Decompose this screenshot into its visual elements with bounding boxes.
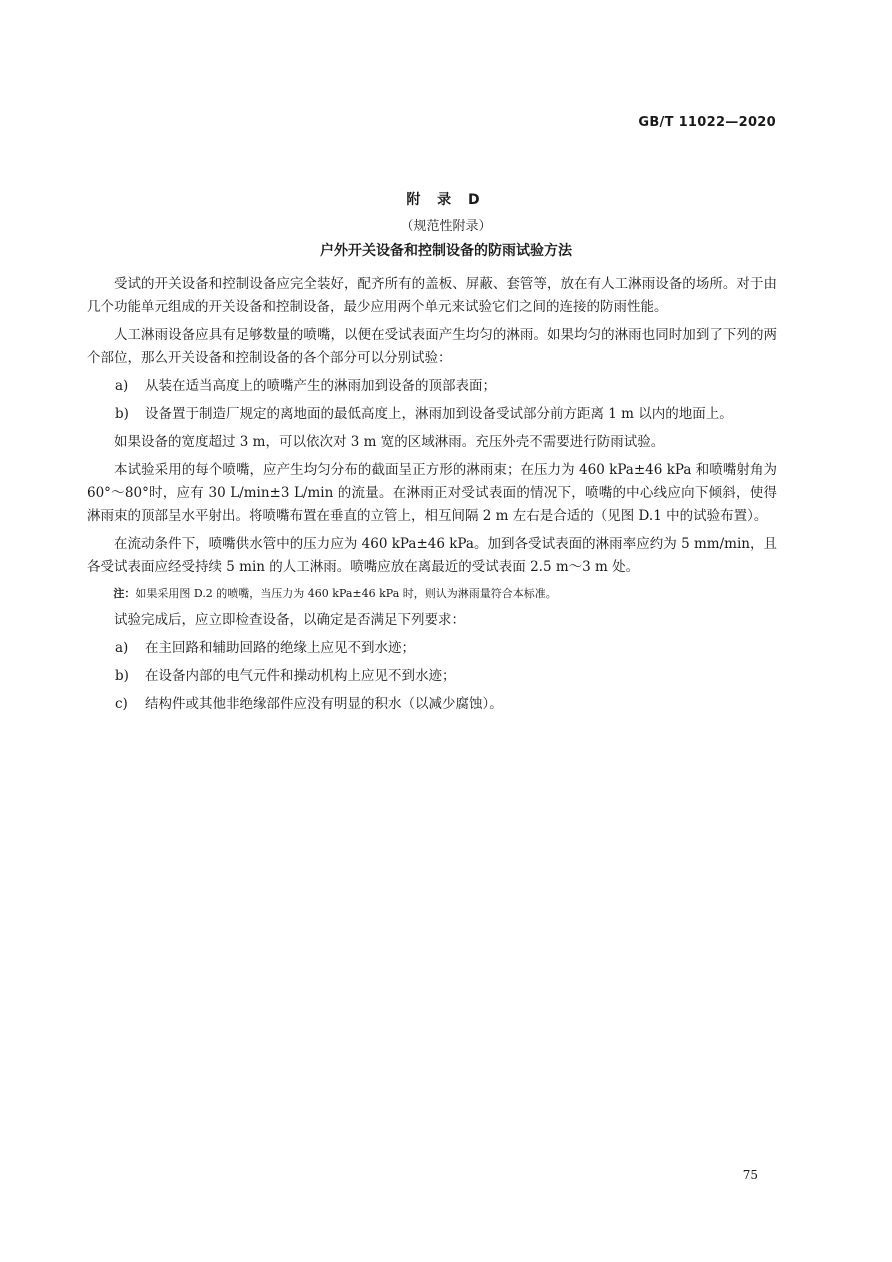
list-text: 从装在适当高度上的喷嘴产生的淋雨加到设备的顶部表面； — [145, 378, 496, 394]
list-item — [87, 637, 777, 660]
paragraph-4: 本试验采用的每个喷嘴，应产生均匀分布的截面呈正方形的淋雨束；在压力为 460 kPa±46 kPa 和喷嘴射角为 60°～80°时，应有 30 L/min±3 L/min 的流量。在淋雨正对受试表面的情况下，喷嘴的中心线应向下倾斜，使得淋雨束的顶部呈水平射出。将喷嘴布置在垂直的立管上，相互间隔 2 m 左右是合适的（见图 D.1 中的试验布置）。 — [87, 462, 777, 524]
document-body — [87, 273, 777, 721]
list-item — [87, 665, 777, 688]
paragraph-6: 试验完成后，应立即检查设备，以确定是否满足下列要求： — [114, 612, 465, 628]
list-text: 结构件或其他非绝缘部件应没有明显的积水（以减少腐蚀）。 — [145, 696, 503, 712]
paragraph-1: 受试的开关设备和控制设备应完全装好，配齐所有的盖板、屏蔽、套管等，放在有人工淋雨设备的场所。对于由几个功能单元组成的开关设备和控制设备，最少应用两个单元来试验它们之间的连接的防雨性能。 — [87, 276, 777, 315]
list-marker: c) — [115, 696, 128, 712]
paragraph-3: 如果设备的宽度超过 3 m，可以依次对 3 m 宽的区域淋雨。充压外壳不需要进行防雨试验。 — [114, 434, 665, 450]
appendix-label: 附 录 D — [406, 192, 486, 208]
list-text: 在主回路和辅助回路的绝缘上应见不到水迹； — [145, 640, 415, 656]
list-item — [87, 375, 777, 398]
standard-code: GB/T 11022—2020 — [638, 115, 776, 130]
list-marker: a) — [115, 640, 129, 656]
list-marker: a) — [115, 378, 129, 394]
appendix-type: （规范性附录） — [400, 219, 492, 234]
paragraph-5: 在流动条件下，喷嘴供水管中的压力应为 460 kPa±46 kPa。加到各受试表面的淋雨率应约为 5 mm/min，且各受试表面应经受持续 5 min 的人工淋雨。喷嘴应放在离最近的受试表面 2.5 m～3 m 处。 — [87, 536, 777, 575]
appendix-title: 户外开关设备和控制设备的防雨试验方法 — [320, 243, 572, 259]
list-marker: b) — [115, 406, 129, 422]
list-text: 设备置于制造厂规定的离地面的最低高度上，淋雨加到设备受试部分前方距离 1 m 以内的地面上。 — [145, 406, 733, 422]
list-text: 在设备内部的电气元件和操动机构上应见不到水迹； — [145, 668, 456, 684]
list-item — [87, 403, 777, 426]
paragraph-2: 人工淋雨设备应具有足够数量的喷嘴，以便在受试表面产生均匀的淋雨。如果均匀的淋雨也同时加到了下列的两个部位，那么开关设备和控制设备的各个部分可以分别试验： — [87, 327, 777, 366]
note — [87, 584, 777, 604]
note-text: 如果采用图 D.2 的喷嘴，当压力为 460 kPa±46 kPa 时，则认为淋雨量符合本标准。 — [135, 587, 557, 600]
page-number: 75 — [742, 1168, 758, 1182]
list-marker: b) — [115, 668, 129, 684]
list-item — [87, 693, 777, 716]
note-label: 注： — [113, 587, 136, 600]
